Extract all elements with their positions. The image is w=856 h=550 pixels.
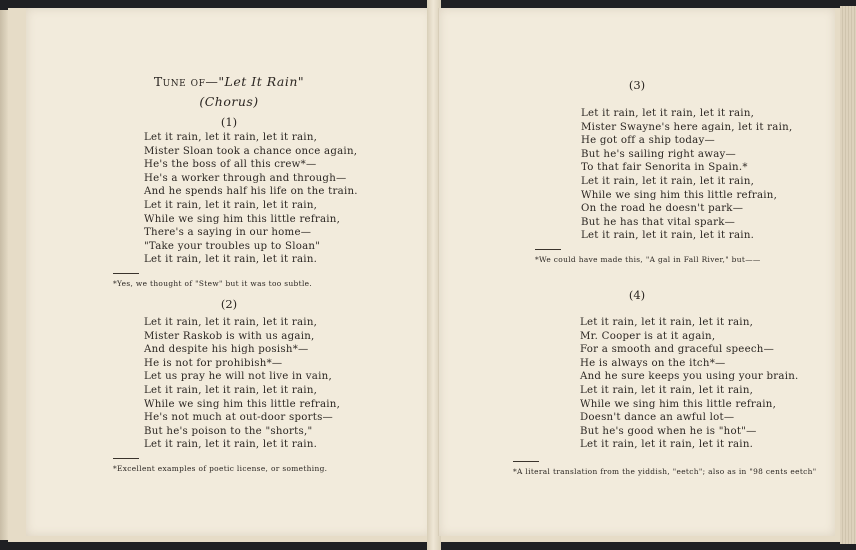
verse-line: But he's good when he is "hot"— (580, 425, 757, 437)
stanza-number-1: (1) (220, 115, 238, 129)
verse-line: Let it rain, let it rain, let it rain, (580, 317, 754, 328)
title-small-caps: Tune of (153, 74, 206, 89)
verse-line: "Take your troubles up to Sloan" (144, 240, 321, 252)
stanza-number-2: (2) (220, 297, 238, 311)
stanza-number-3: (3) (628, 78, 646, 92)
footnote-rule-4 (513, 461, 539, 462)
verse-line: Doesn't dance an awful lot— (580, 412, 735, 424)
title-tune-name: —"Let It Rain" (205, 74, 305, 89)
verse-line: While we sing him this little refrain, (580, 398, 777, 410)
stanza-1 (144, 131, 358, 267)
stanza-3 (581, 107, 792, 243)
footnote-rule-2 (113, 458, 139, 459)
verse-line: And he spends half his life on the train. (144, 186, 358, 198)
chorus-subtitle: (Chorus) (199, 94, 259, 109)
right-page-edges (840, 6, 856, 544)
verse-line: Let it rain, let it rain, let it rain, (581, 175, 755, 187)
verse-line: Let it rain, let it rain, let it rain. (144, 254, 318, 266)
verse-line: Let it rain, let it rain, let it rain. (144, 439, 318, 451)
verse-line: Let it rain, let it rain, let it rain. (581, 230, 755, 242)
left-page-edge (0, 10, 8, 540)
verse-line: To that fair Senorita in Spain.* (581, 162, 748, 174)
verse-line: He is not for prohibish*— (144, 357, 283, 369)
verse-line: While we sing him this little refrain, (581, 189, 778, 201)
footnote-2: *Excellent examples of poetic license, or something. (113, 464, 328, 473)
verse-line: While we sing him this little refrain, (144, 213, 341, 225)
verse-line: Let it rain, let it rain, let it rain, (144, 199, 318, 211)
verse-line: But he has that vital spark— (581, 216, 736, 228)
verse-line: While we sing him this little refrain, (144, 398, 341, 410)
verse-line: Let it rain, let it rain, let it rain, (144, 384, 318, 396)
left-page (26, 8, 433, 536)
verse-line: And despite his high posish*— (144, 344, 309, 356)
footnote-3: *We could have made this, "A gal in Fall River," but—— (535, 255, 761, 264)
verse-line: And he sure keeps you using your brain. (580, 371, 799, 383)
verse-line: Mister Raskob is with us again, (144, 330, 315, 342)
right-page (438, 8, 835, 536)
footnote-1: *Yes, we thought of "Stew" but it was too subtle. (113, 279, 313, 288)
verse-line: But he's poison to the "shorts," (144, 425, 313, 437)
verse-line: Let it rain, let it rain, let it rain, (144, 132, 318, 143)
stanza-4 (580, 316, 799, 452)
verse-line: Let it rain, let it rain, let it rain, (581, 108, 755, 119)
verse-line: He's a worker through and through— (144, 172, 347, 184)
verse-line: Let us pray he will not live in vain, (144, 371, 332, 383)
verse-line: He is always on the itch*— (580, 357, 726, 369)
verse-line: Let it rain, let it rain, let it rain, (580, 384, 754, 396)
verse-line: He's not much at out-door sports— (144, 412, 333, 424)
verse-line: There's a saying in our home— (144, 227, 312, 239)
footnote-rule-3 (535, 249, 561, 250)
footnote-4: *A literal translation from the yiddish, "eetch"; also as in "98 cents eetch" (513, 467, 817, 476)
verse-line: Let it rain, let it rain, let it rain, (144, 317, 318, 328)
verse-line: On the road he doesn't park— (581, 203, 744, 215)
verse-line: Mister Swayne's here again, let it rain, (581, 121, 793, 133)
footnote-rule-1 (113, 273, 139, 274)
verse-line: But he's sailing right away— (581, 148, 736, 160)
verse-line: He's the boss of all this crew*— (144, 159, 317, 171)
verse-line: For a smooth and graceful speech— (580, 344, 775, 356)
verse-line: Let it rain, let it rain, let it rain. (580, 439, 754, 451)
stanza-number-4: (4) (628, 288, 646, 302)
stanza-2 (144, 316, 340, 452)
song-title (26, 74, 432, 89)
verse-line: He got off a ship today— (581, 135, 715, 147)
verse-line: Mr. Cooper is at it again, (580, 330, 716, 342)
verse-line: Mister Sloan took a chance once again, (144, 145, 358, 157)
